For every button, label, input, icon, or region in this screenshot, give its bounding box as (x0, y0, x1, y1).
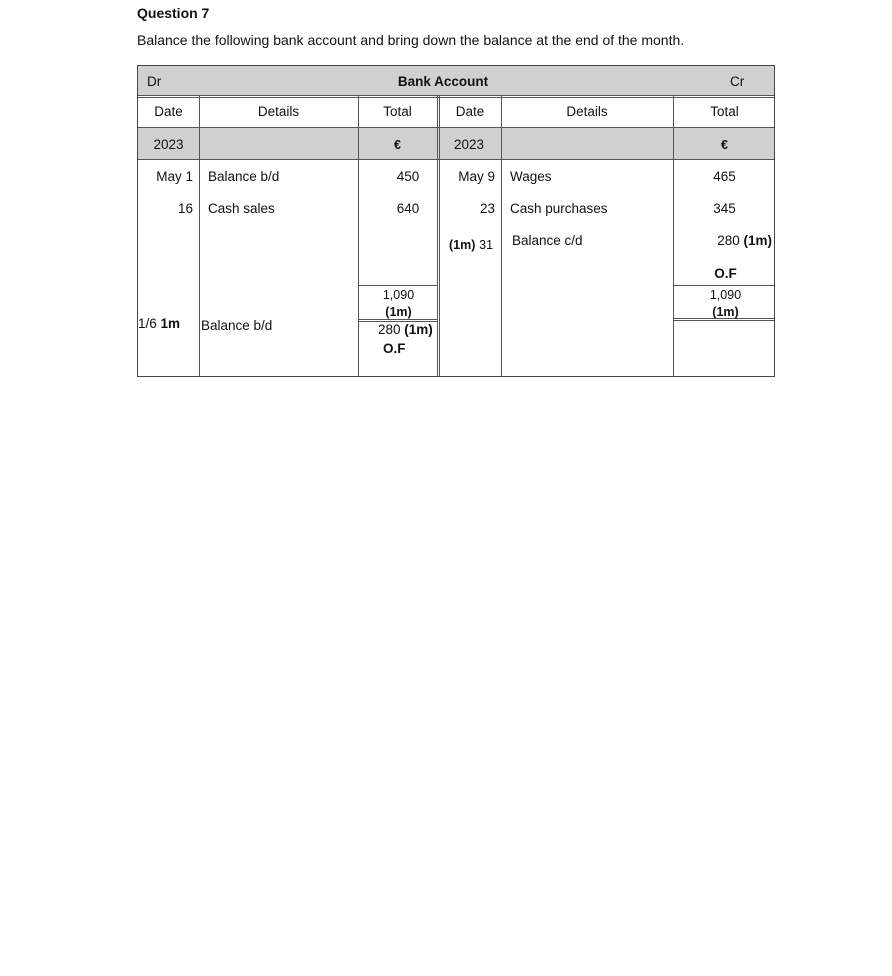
cr-entry-date: May 9 (458, 169, 495, 184)
rule (138, 159, 774, 160)
rule (138, 97, 774, 98)
dr-bd-date (138, 316, 180, 332)
cr-balance-total (674, 233, 772, 249)
dr-currency: € (394, 138, 401, 152)
cr-entry-details: Cash purchases (510, 201, 608, 216)
cr-entry-total: 465 (713, 169, 736, 184)
header-cr-date: Date (455, 104, 485, 119)
dr-entry-total: 640 (396, 201, 420, 216)
mark-label: (1m) (404, 322, 433, 337)
dr-entry-date: May 1 (156, 169, 193, 184)
question-title: Question 7 (137, 5, 210, 21)
dr-bd-amount: 280 (378, 322, 401, 337)
rule (138, 95, 774, 96)
mark-label: (1m) (743, 233, 772, 248)
header-dr-total: Total (383, 104, 412, 119)
dr-year: 2023 (153, 137, 184, 152)
dr-entry-total: 450 (396, 169, 420, 184)
rule (674, 320, 774, 321)
rule (437, 96, 438, 376)
dr-bd-day: 1/6 (138, 316, 157, 331)
account-title: Bank Account (397, 74, 489, 89)
cr-balance-day: 31 (479, 238, 494, 252)
rule (674, 285, 774, 286)
dr-entry-details: Balance b/d (208, 169, 280, 184)
rule (138, 127, 774, 128)
header-cr-total: Total (710, 104, 739, 119)
mark-label: (1m) (449, 238, 476, 252)
of-label: O.F (383, 341, 406, 356)
dr-bd-details: Balance b/d (201, 318, 273, 333)
cr-year: 2023 (454, 137, 485, 152)
cr-entry-details: Wages (510, 169, 552, 184)
cr-total-amount: 1,090 (709, 288, 742, 302)
dr-entry-details: Cash sales (208, 201, 275, 216)
cr-entry-date: 23 (479, 201, 495, 216)
mark-label: 1m (160, 316, 181, 331)
cr-balance-details: Balance c/d (512, 233, 583, 248)
question-instruction: Balance the following bank account and bring down the balance at the end of the month. (137, 32, 685, 48)
rule (439, 96, 440, 376)
rule (359, 285, 438, 286)
of-label: O.F (714, 266, 737, 281)
mark-label: (1m) (385, 305, 412, 319)
header-dr-details: Details (257, 104, 300, 119)
cr-currency: € (721, 138, 728, 152)
dr-entry-date: 16 (177, 201, 193, 216)
header-dr-date: Date (154, 104, 183, 119)
mark-label: (1m) (712, 305, 739, 319)
rule (199, 96, 200, 376)
dr-total-amount: 1,090 (382, 288, 415, 302)
dr-bd-total (378, 322, 433, 338)
header-cr-details: Details (566, 104, 608, 119)
cr-entry-total: 345 (713, 201, 736, 216)
cr-balance-date (449, 237, 493, 253)
dr-label: Dr (147, 74, 162, 89)
rule (501, 96, 502, 376)
cr-balance-amount: 280 (717, 233, 740, 248)
bank-account-table (137, 65, 775, 377)
cr-label: Cr (730, 74, 745, 89)
